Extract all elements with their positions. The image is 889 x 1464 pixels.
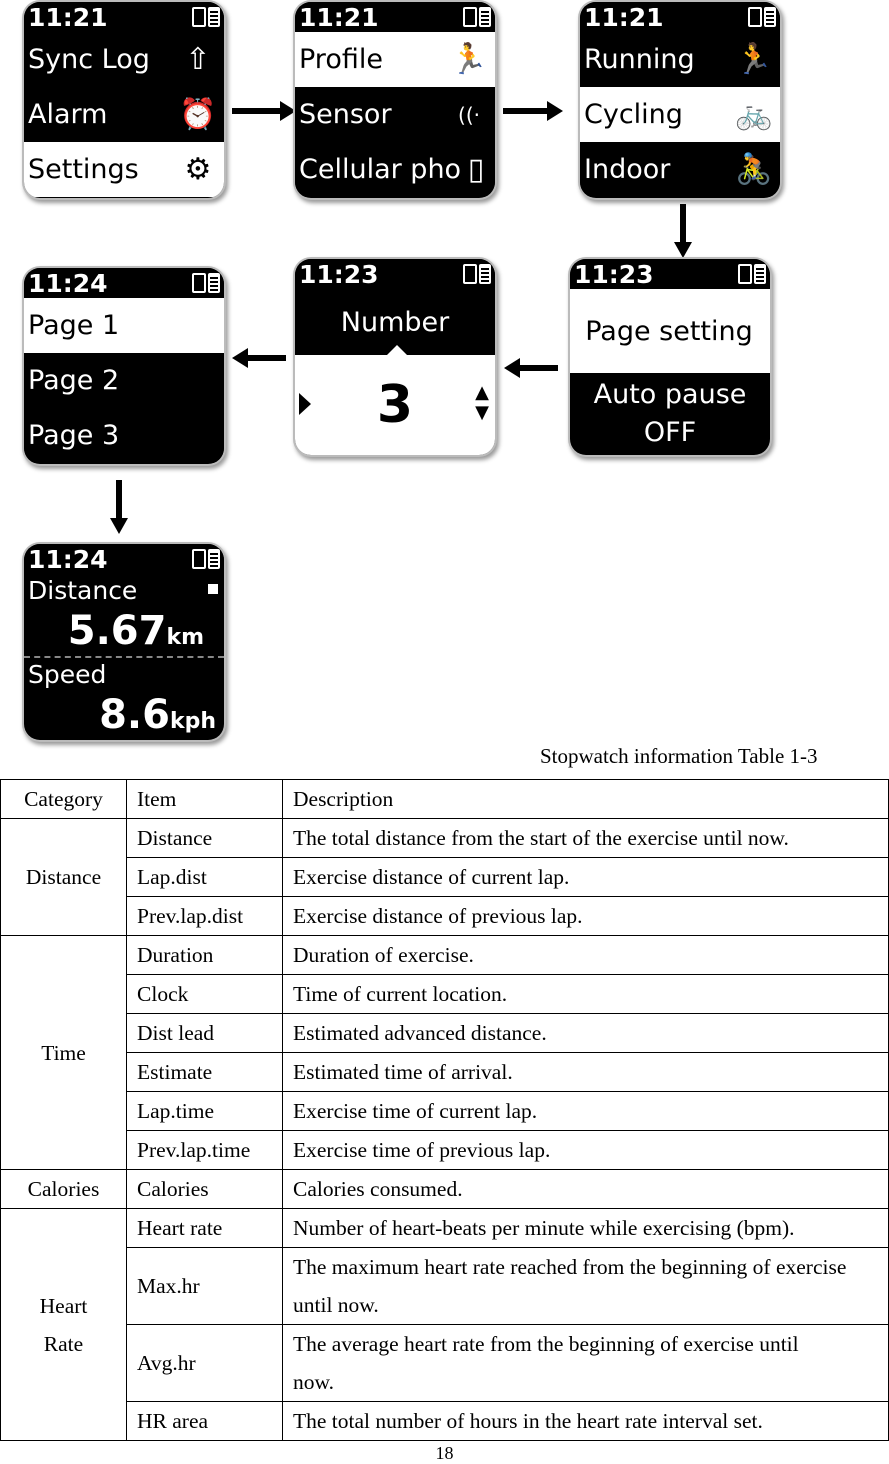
item-cell: Dist lead [127,1014,283,1053]
category-cell: Calories [1,1170,127,1209]
menu-item-label: Profile [299,44,383,75]
item-cell: Prev.lap.time [127,1131,283,1170]
battery-icon [738,264,766,284]
description-cell: Estimated advanced distance. [283,1014,889,1053]
item-cell: Lap.time [127,1092,283,1131]
status-bar [570,259,770,289]
battery-icon [463,7,491,27]
category-cell: Distance [1,819,127,936]
item-cell: Distance [127,819,283,858]
table-row [1,1209,889,1248]
field-label: Distance [28,576,138,605]
table-row [1,975,889,1014]
status-bar [295,259,495,289]
alarm-clock-icon: ⏰ [179,97,217,132]
number-value: 3 [376,375,414,435]
field-value: 8.6 [99,692,170,738]
table-row [1,1014,889,1053]
menu-item-indoor[interactable] [580,142,780,197]
menu-item-sensor[interactable] [295,87,495,142]
menu-item-label: Cycling [584,99,683,130]
phone-gear-icon: ▯ [467,152,485,187]
profile-menu-screen [580,2,780,198]
description-cell: Time of current location. [283,975,889,1014]
status-bar [24,2,224,32]
table-row [1,936,889,975]
battery-icon [463,264,491,284]
page-setting-screen [570,259,770,455]
play-arrow-icon[interactable] [299,393,311,415]
arrow-down-icon [680,204,686,244]
description-cell: The total distance from the start of the exercise until now. [283,819,889,858]
menu-item-label: Settings [28,154,139,185]
description-cell: The average heart rate from the beginning of exercise until now. [283,1325,889,1402]
menu-item-page-setting[interactable] [570,289,770,373]
menu-item-auto-pause[interactable] [570,373,770,455]
item-cell: Avg.hr [127,1325,283,1402]
arrow-left-icon [246,355,286,361]
menu-item-alarm[interactable] [24,87,224,142]
pages-menu-screen [24,268,224,464]
auto-pause-value: OFF [643,417,697,448]
running-icon: 🏃 [735,42,773,77]
category-cell: Time [1,936,127,1170]
menu-item-cycling[interactable] [580,87,780,142]
clock: 11:24 [28,268,108,298]
table-header-row [1,780,889,819]
description-cell: The maximum heart rate reached from the beginning of exercise until now. [283,1248,889,1325]
picker-title: Number [340,306,450,338]
field-value: 5.67 [67,608,167,654]
speed-field [24,658,224,740]
table-row [1,1402,889,1441]
menu-item-label: Indoor [584,154,671,185]
table-row [1,1053,889,1092]
status-bar [24,544,224,574]
category-cell: Heart Rate [1,1209,127,1441]
item-cell: Heart rate [127,1209,283,1248]
menu-item-label: Running [584,44,695,75]
item-cell: Lap.dist [127,858,283,897]
arrow-right-icon [232,108,282,114]
menu-item-label: Page setting [585,315,753,347]
clock: 11:21 [299,2,379,32]
field-label: Speed [28,660,107,689]
status-bar [295,2,495,32]
gear-icon: ⚙ [184,152,212,187]
indoor-bike-icon: 🚴 [735,152,773,187]
menu-item-page-2[interactable] [24,353,224,408]
runner-icon: 🏃 [450,42,488,77]
menu-item-settings[interactable] [24,142,224,197]
arrow-right-icon [503,108,549,114]
menu-item-label: Page 2 [28,365,120,396]
description-cell: Number of heart-beats per minute while exercising (bpm). [283,1209,889,1248]
stopwatch-info-table [0,779,889,1441]
page-number: 18 [435,1443,454,1463]
field-unit: kph [169,709,216,734]
status-bar [24,268,224,298]
battery-icon [748,7,776,27]
battery-icon [192,273,220,293]
header-description: Description [283,780,889,819]
distance-field [24,574,224,658]
clock: 11:24 [28,544,108,574]
cycling-icon: 🚲 [735,97,773,132]
data-page-screen [24,544,224,740]
menu-item-label: Page 1 [28,310,120,341]
description-cell: Calories consumed. [283,1170,889,1209]
item-cell: Max.hr [127,1248,283,1325]
description-cell: Exercise distance of current lap. [283,858,889,897]
description-cell: Exercise time of previous lap. [283,1131,889,1170]
description-cell: The total number of hours in the heart rate interval set. [283,1402,889,1441]
menu-item-label: Alarm [28,99,108,130]
number-picker-screen [295,259,495,455]
battery-icon [192,549,220,569]
table-row [1,897,889,936]
description-cell: Exercise distance of previous lap. [283,897,889,936]
description-cell: Exercise time of current lap. [283,1092,889,1131]
item-cell: Duration [127,936,283,975]
recording-indicator-icon [208,584,218,594]
upload-icon: ⇧ [185,42,211,77]
menu-item-label: Sync Log [28,44,150,75]
caret-up-icon [385,345,409,357]
header-item: Item [127,780,283,819]
table-row [1,1131,889,1170]
table-row [1,1170,889,1209]
sensor-signal-icon: ((· [458,102,480,127]
item-cell: Prev.lap.dist [127,897,283,936]
description-cell: Estimated time of arrival. [283,1053,889,1092]
table-row [1,1092,889,1131]
table-row [1,858,889,897]
menu-item-page-1[interactable] [24,298,224,353]
settings-menu-screen [295,2,495,198]
table-row [1,1248,889,1325]
menu-item-running[interactable] [580,32,780,87]
menu-item-sync-log[interactable] [24,32,224,87]
table-row [1,1325,889,1402]
clock: 11:21 [584,2,664,32]
arrow-down-icon [116,480,122,520]
battery-icon [192,7,220,27]
item-cell: Calories [127,1170,283,1209]
arrow-left-icon [518,365,558,371]
table-caption: Stopwatch information Table 1-3 [540,744,818,768]
field-unit: km [166,625,204,650]
menu-item-cellular-phone[interactable] [295,142,495,197]
table-row [1,819,889,858]
menu-item-label: Sensor [299,99,392,130]
menu-item-profile[interactable] [295,32,495,87]
item-cell: Estimate [127,1053,283,1092]
clock: 11:21 [28,2,108,32]
clock: 11:23 [574,259,654,289]
item-cell: Clock [127,975,283,1014]
menu-item-label: Page 3 [28,420,120,451]
picker-value-area[interactable] [295,355,495,455]
status-bar [580,2,780,32]
menu-item-label: Auto pause [593,379,747,410]
menu-item-page-3[interactable] [24,408,224,463]
item-cell: HR area [127,1402,283,1441]
main-menu-screen [24,2,224,198]
description-cell: Duration of exercise. [283,936,889,975]
clock: 11:23 [299,259,379,289]
menu-item-label: Cellular pho [299,154,462,185]
up-down-arrows-icon[interactable]: ▲ ▼ [475,382,489,423]
header-category: Category [1,780,127,819]
